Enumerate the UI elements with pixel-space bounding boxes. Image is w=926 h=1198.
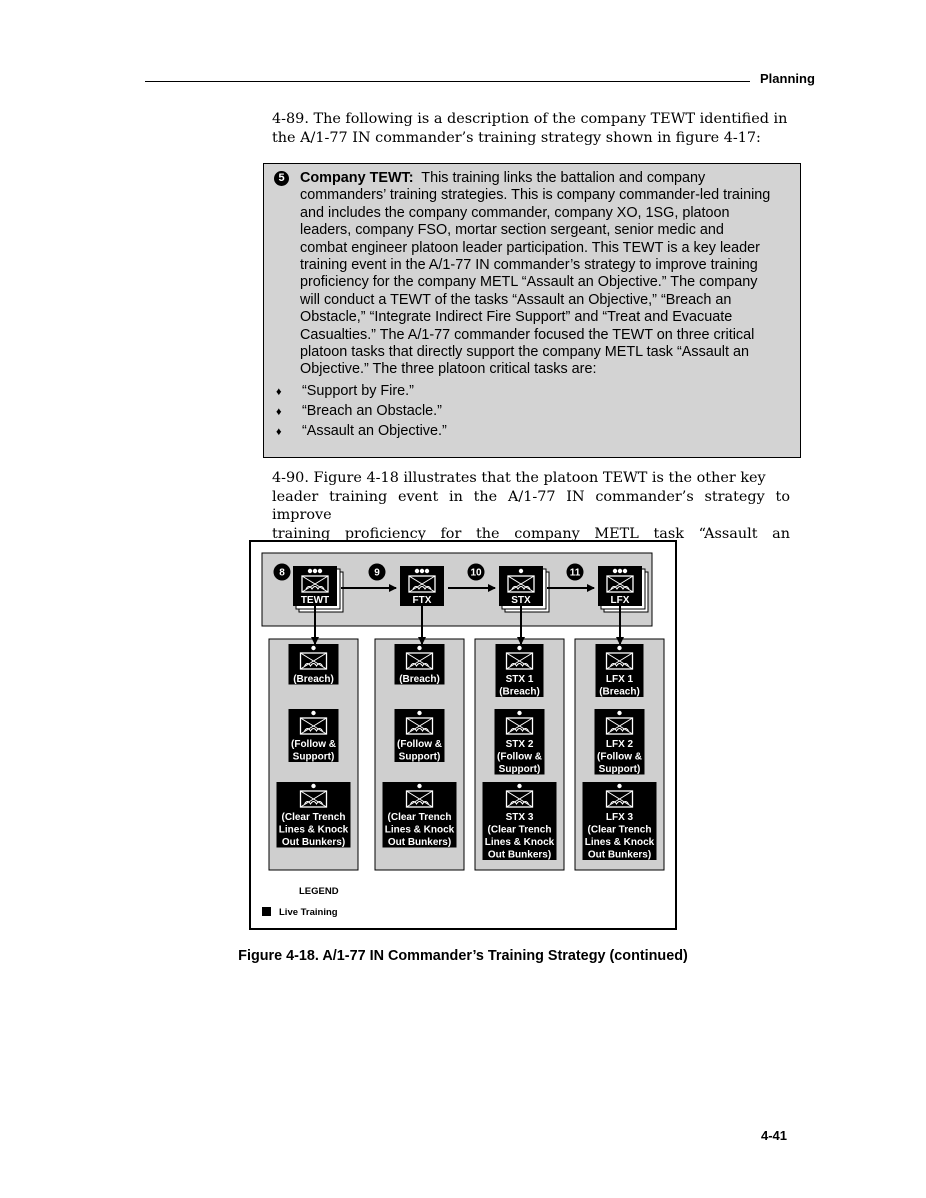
echelon-dot [613,569,617,573]
task-label-line: Lines & Knock [278,824,349,836]
task-column [269,606,358,870]
task-label-line: Support) [598,764,641,775]
echelon-dot [618,569,622,573]
echelon-dot [417,711,421,715]
live-training-swatch [262,907,271,916]
live-training-task [496,644,544,698]
task-label-line: Support) [292,751,335,763]
echelon-dot [517,711,521,715]
callout-line: will conduct a TEWT of the tasks “Assault an Objective,” “Breach an [300,291,732,308]
event-label: FTX [412,595,432,606]
task-label-line: Out Bunkers) [281,837,346,848]
live-training-task [395,644,445,685]
live-training-task [483,782,557,861]
echelon-dot [311,646,315,650]
task-label-line: (Breach) [599,686,640,698]
event-label: STX [511,595,531,606]
paragraph-line: 4-90. Figure 4-18 illustrates that the platoon TEWT is the other key [272,470,766,486]
callout-line: leaders, company FSO, mortar section sergeant, senior medic and [300,222,724,239]
figure-caption-text: Figure 4-18. A/1-77 IN Commander’s Training Strategy (continued) [238,948,688,964]
task-label-line: LFX 3 [605,812,634,823]
task-label-line: STX 2 [505,739,534,750]
task-label-line: (Clear Trench [587,824,652,836]
task-label-line: Lines & Knock [484,837,555,848]
task-label-line: (Breach) [499,686,540,698]
list-item [274,401,447,421]
callout-line: Obstacle,” “Integrate Indirect Fire Support” and “Treat and Evacuate [300,309,733,326]
callout-line: Casualties.” The A/1-77 commander focused the TEWT on three critical [300,326,755,343]
echelon-dot [318,569,322,573]
task-label-line: (Clear Trench [281,812,346,823]
diamond-bullet-icon: ♦ [276,426,282,438]
echelon-dot [617,711,621,715]
paragraph-line: leader training event in the A/1-77 IN commander’s strategy to improve [272,488,790,523]
bullet-text: “Breach an Obstacle.” [302,403,442,419]
echelon-dot [308,569,312,573]
critical-task-list [274,381,447,441]
diamond-bullet-icon: ♦ [276,386,282,398]
live-training-task [395,709,445,763]
task-label-line: (Follow & [291,739,336,750]
callout-line: platoon tasks that directly support the company METL task “Assault an [300,344,749,361]
diamond-bullet-icon: ♦ [276,406,282,418]
echelon-dot [313,569,317,573]
callout-line [300,170,795,187]
echelon-dot [417,784,421,788]
live-training-task [583,782,657,861]
event-label: TEWT [300,595,330,606]
callout-line: commanders’ training strategies. This is company commander-led training [300,187,771,204]
live-training-task [495,709,545,775]
legend-live-training: Live Training [279,907,338,918]
echelon-dot [311,711,315,715]
paragraph-line: training proficiency for the company METL task “Assault an [272,525,790,542]
task-label-line: LFX 1 [605,674,634,685]
task-label-line: LFX 2 [605,739,634,750]
echelon-dot [425,569,429,573]
echelon-dot [623,569,627,573]
task-label-line: (Follow & [597,751,642,763]
event-label: LFX [610,595,630,606]
paragraph-line: 4-89. The following is a description of the company TEWT identified in [272,111,788,127]
task-label-line: Lines & Knock [584,837,655,848]
callout-line: combat engineer platoon leader participation. This TEWT is a key leader [300,239,760,256]
task-label-line: Out Bunkers) [387,837,452,848]
echelon-dot [420,569,424,573]
training-strategy-figure [249,540,677,931]
bullet-text: “Assault an Objective.” [302,423,447,439]
page-number: 4-41 [761,1128,788,1143]
task-label-line: Lines & Knock [384,824,455,836]
task-label-line: Out Bunkers) [587,849,652,861]
section-header: Planning [760,71,815,86]
echelon-dot [617,646,621,650]
callout-line: proficiency for the company METL “Assault an Objective.” The company [300,274,758,291]
echelon-dot [517,646,521,650]
task-label-line: STX 1 [505,674,534,685]
echelon-dot [517,784,521,788]
callout-line-text: This training links the battalion and company [421,170,706,186]
echelon-dot [415,569,419,573]
list-item [274,381,447,401]
echelon-dot [617,784,621,788]
live-training-task [595,709,645,775]
callout-line: training event in the A/1-77 IN commander’s strategy to improve training [300,257,758,274]
callout-body [300,170,795,379]
task-label-line: Support) [498,764,541,775]
live-training-task [289,709,339,763]
callout-line: Objective.” The three platoon critical tasks are: [300,361,597,378]
task-label-line: (Breach) [293,674,334,685]
callout-number-badge: 5 [274,171,289,186]
event-number: 8 [279,567,285,579]
task-label-line: (Clear Trench [387,812,452,823]
task-label-line: Support) [398,751,441,763]
echelon-dot [311,784,315,788]
task-label-line: (Clear Trench [487,824,552,836]
task-label-line: STX 3 [505,812,534,823]
event-number: 11 [569,567,581,579]
legend-title: LEGEND [299,886,339,897]
company-tewt-callout [263,163,801,458]
task-label-line: (Breach) [399,674,440,685]
task-label-line: Out Bunkers) [487,849,552,861]
live-training-task [596,644,644,698]
task-column [375,606,464,870]
paragraph-line: the A/1-77 IN commander’s training strategy shown in figure 4-17: [272,129,761,146]
paragraph-4-89 [272,110,790,147]
list-item [274,421,447,441]
task-label-line: (Follow & [397,739,442,750]
event-number: 9 [374,567,380,579]
task-label-line: (Follow & [497,751,542,763]
bullet-text: “Support by Fire.” [302,383,414,399]
task-column [575,606,664,870]
callout-line: and includes the company commander, company XO, 1SG, platoon [300,204,730,221]
live-training-task [383,782,457,848]
task-column [475,606,564,870]
header-rule [145,81,750,82]
live-training-task [289,644,339,685]
echelon-dot [519,569,523,573]
event-number: 10 [470,567,482,579]
callout-title: Company TEWT: [300,170,414,186]
live-training-task [277,782,351,848]
figure-caption [0,948,926,964]
echelon-dot [417,646,421,650]
